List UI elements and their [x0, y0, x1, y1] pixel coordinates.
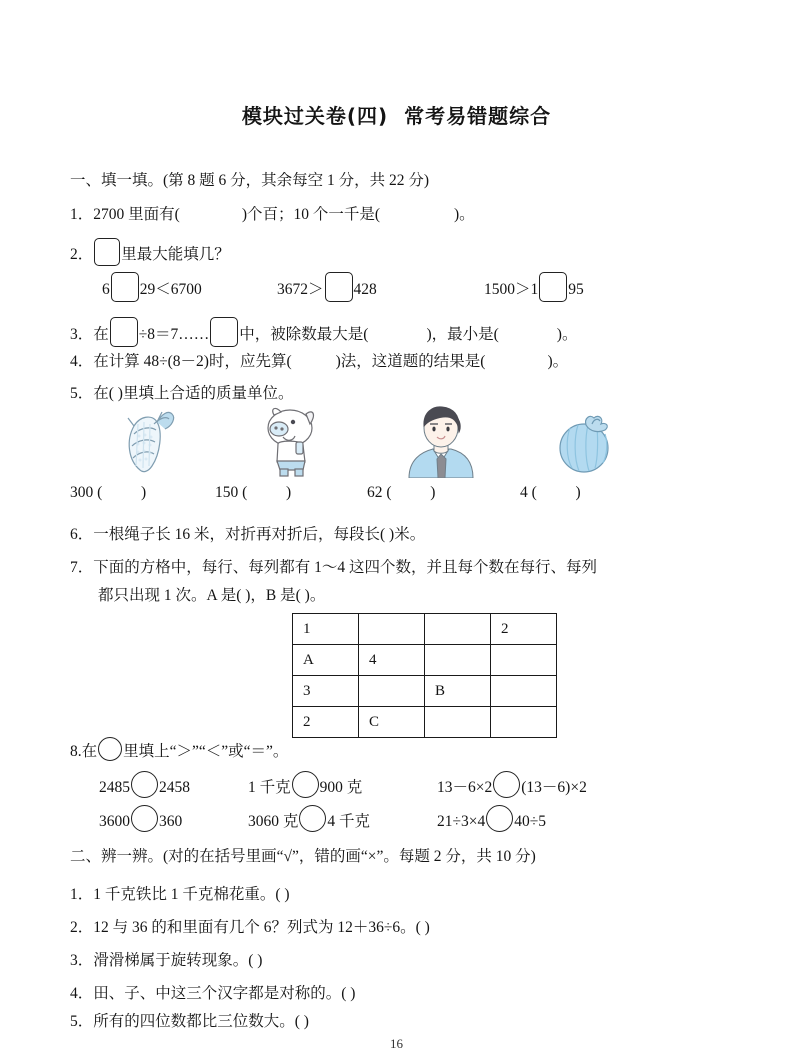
question-2-number: 2．: [70, 246, 94, 263]
tf-item-5: [70, 1012, 309, 1032]
question-6-number: 6．: [70, 526, 94, 543]
question-4-text-b: )法，这道题的结果是(: [335, 353, 486, 370]
answer-circle-q8-3[interactable]: [493, 771, 520, 798]
question-8-item-4: [99, 805, 182, 832]
section-1-heading: 一、填一填。(第 8 题 6 分，其余每空 1 分，共 22 分): [70, 172, 430, 189]
tf-item-5-text: 所有的四位数都比三位数大。( ): [93, 1013, 309, 1030]
grid-cell-r4c3[interactable]: [425, 707, 491, 738]
question-7-number: 7．: [70, 559, 94, 576]
grid-cell-r2c2[interactable]: 4: [359, 645, 425, 676]
answer-box-q2-1[interactable]: [111, 272, 139, 302]
q2-expr3-right: 95: [568, 281, 584, 298]
answer-circle-q8-2[interactable]: [292, 771, 319, 798]
question-4-text-c: )。: [547, 353, 569, 370]
tf-item-3-number: 3．: [70, 952, 94, 969]
pic-label-watermelon: 4 ( ): [520, 484, 581, 501]
question-4: [70, 352, 568, 372]
grid-cell-r3c2[interactable]: [359, 676, 425, 707]
grid-cell-r2c3[interactable]: [425, 645, 491, 676]
q8-r1-right-b: (13－6)×2: [521, 779, 587, 796]
grid-cell-r1c4[interactable]: 2: [491, 614, 557, 645]
question-5-text: 在( )里填上合适的质量单位。: [93, 385, 294, 402]
question-6: [70, 525, 425, 545]
q8-r1-mid-b: 900 克: [319, 779, 363, 796]
tf-item-2-text: 12 与 36 的和里面有几个 6？列式为 12＋36÷6。( ): [93, 919, 430, 936]
question-2-prompt: [70, 238, 230, 266]
q8-r2-left-b: 360: [159, 813, 183, 830]
pig-icon: [250, 402, 360, 474]
answer-box-q3-1[interactable]: [110, 317, 138, 347]
tf-item-4-number: 4．: [70, 985, 94, 1002]
grid-cell-r2c4[interactable]: [491, 645, 557, 676]
answer-box-q3-2[interactable]: [210, 317, 238, 347]
table-row: [293, 645, 557, 676]
grid-cell-r2c1[interactable]: A: [293, 645, 359, 676]
question-5-number: 5．: [70, 385, 94, 402]
tf-item-1: [70, 885, 290, 905]
page-title: [0, 100, 793, 129]
q8-r1-left-b: 2458: [159, 779, 190, 796]
question-3: [70, 317, 577, 347]
table-row: [293, 707, 557, 738]
question-2-expression-3: [484, 272, 584, 302]
tf-item-4: [70, 984, 355, 1004]
question-2-expression-1: [102, 272, 202, 302]
question-4-number: 4．: [70, 353, 94, 370]
man-icon: [395, 404, 505, 476]
corn-icon: [110, 404, 220, 476]
question-3-text-d: )，最小是(: [426, 326, 499, 343]
q8-r1-right-a: 13－6×2: [437, 779, 493, 796]
tf-item-1-number: 1．: [70, 886, 94, 903]
table-row: [293, 676, 557, 707]
grid-cell-r4c4[interactable]: [491, 707, 557, 738]
section-2-heading: 二、辨一辨。(对的在括号里画“√”，错的画“×”。每题 2 分，共 10 分): [70, 848, 536, 865]
grid-cell-r3c4[interactable]: [491, 676, 557, 707]
question-7-text-line1: 下面的方格中，每行、每列都有 1～4 这四个数，并且每个数在每行、每列: [93, 559, 598, 576]
q2-expr2-left: 3672＞: [277, 281, 324, 298]
question-8-prompt-a: 在: [81, 743, 98, 760]
tf-item-5-number: 5．: [70, 1013, 94, 1030]
question-3-number: 3．: [70, 326, 94, 343]
answer-circle-q8-6[interactable]: [486, 805, 513, 832]
grid-cell-r4c2[interactable]: C: [359, 707, 425, 738]
question-8-item-2: [248, 771, 362, 798]
pic-label-corn: 300 ( ): [70, 484, 147, 501]
question-8-item-3: [437, 771, 587, 798]
q2-expr1-left: 6: [102, 281, 110, 298]
grid-cell-r3c3[interactable]: B: [425, 676, 491, 707]
question-3-text-c: 中，被除数最大是(: [239, 326, 369, 343]
answer-circle-q8-4[interactable]: [131, 805, 158, 832]
q8-r2-right-a: 21÷3×4: [437, 813, 486, 830]
question-1-text-b: )个百；10 个一千是(: [241, 206, 381, 223]
tf-item-2-number: 2．: [70, 919, 94, 936]
answer-box-q2-prompt[interactable]: [94, 238, 120, 266]
table-row: [293, 614, 557, 645]
question-4-text-a: 在计算 48÷(8－2)时，应先算(: [93, 353, 292, 370]
pic-label-pig: 150 ( ): [215, 484, 292, 501]
q8-r1-left-a: 2485: [99, 779, 130, 796]
answer-box-q2-2[interactable]: [325, 272, 353, 302]
question-3-text-b: ÷8＝7……: [138, 326, 210, 343]
grid-cell-r1c2[interactable]: [359, 614, 425, 645]
q8-r2-right-b: 40÷5: [514, 813, 547, 830]
question-8-prompt: [70, 737, 288, 762]
question-1-text-c: )。: [454, 206, 475, 223]
answer-box-q2-3[interactable]: [539, 272, 567, 302]
question-2-prompt-tail: 里最大能填几？: [121, 246, 230, 263]
watermelon-icon: [548, 406, 658, 478]
tf-item-1-text: 1 千克铁比 1 千克棉花重。( ): [93, 886, 290, 903]
question-5-labels: [70, 484, 760, 506]
question-5-illustrations: [70, 404, 730, 476]
q2-expr2-right: 428: [353, 281, 377, 298]
q8-r1-mid-a: 1 千克: [248, 779, 291, 796]
question-2-expression-2: [277, 272, 377, 302]
answer-circle-q8-5[interactable]: [299, 805, 326, 832]
q8-r2-left-a: 3600: [99, 813, 130, 830]
question-7-text-line2: 都只出现 1 次。A 是( )，B 是( )。: [98, 587, 326, 604]
question-1: [70, 205, 475, 225]
question-3-text-e: )。: [556, 326, 578, 343]
q2-expr1-right: 29＜6700: [139, 281, 202, 298]
tf-item-2: [70, 918, 430, 938]
page-number: 16: [390, 1036, 403, 1051]
page-title-main: 模块过关卷(四): [241, 104, 389, 128]
q2-expr3-left: 1500＞1: [484, 281, 539, 298]
grid-cell-r3c1[interactable]: 3: [293, 676, 359, 707]
pic-label-man: 62 ( ): [367, 484, 436, 501]
grid-cell-r1c1[interactable]: 1: [293, 614, 359, 645]
q8-r2-mid-a: 3060 克: [248, 813, 299, 830]
question-6-text: 一根绳子长 16 米，对折再对折后，每段长( )米。: [93, 526, 426, 543]
question-7-line-2: [98, 586, 325, 606]
tf-item-3: [70, 951, 262, 971]
question-3-text-a: 在: [93, 326, 109, 343]
tf-item-4-text: 田、子、中这三个汉字都是对称的。( ): [93, 985, 356, 1002]
question-1-text-a: 2700 里面有(: [93, 206, 180, 223]
question-8-prompt-b: 里填上“＞”“＜”或“＝”。: [123, 743, 289, 760]
question-8-item-1: [99, 771, 190, 798]
answer-circle-q8-1[interactable]: [131, 771, 158, 798]
question-5: [70, 384, 293, 404]
question-8-item-5: [248, 805, 370, 832]
question-8-number: 8.: [70, 743, 82, 760]
grid-cell-r4c1[interactable]: 2: [293, 707, 359, 738]
page-title-sub: 常考易错题综合: [404, 104, 552, 128]
answer-circle-q8-prompt[interactable]: [98, 737, 122, 761]
question-7-line-1: [70, 558, 597, 578]
q8-r2-mid-b: 4 千克: [327, 813, 371, 830]
grid-cell-r1c3[interactable]: [425, 614, 491, 645]
question-1-number: 1．: [70, 206, 94, 223]
question-8-item-6: [437, 805, 546, 832]
sudoku-grid: [292, 613, 557, 738]
tf-item-3-text: 滑滑梯属于旋转现象。( ): [93, 952, 263, 969]
